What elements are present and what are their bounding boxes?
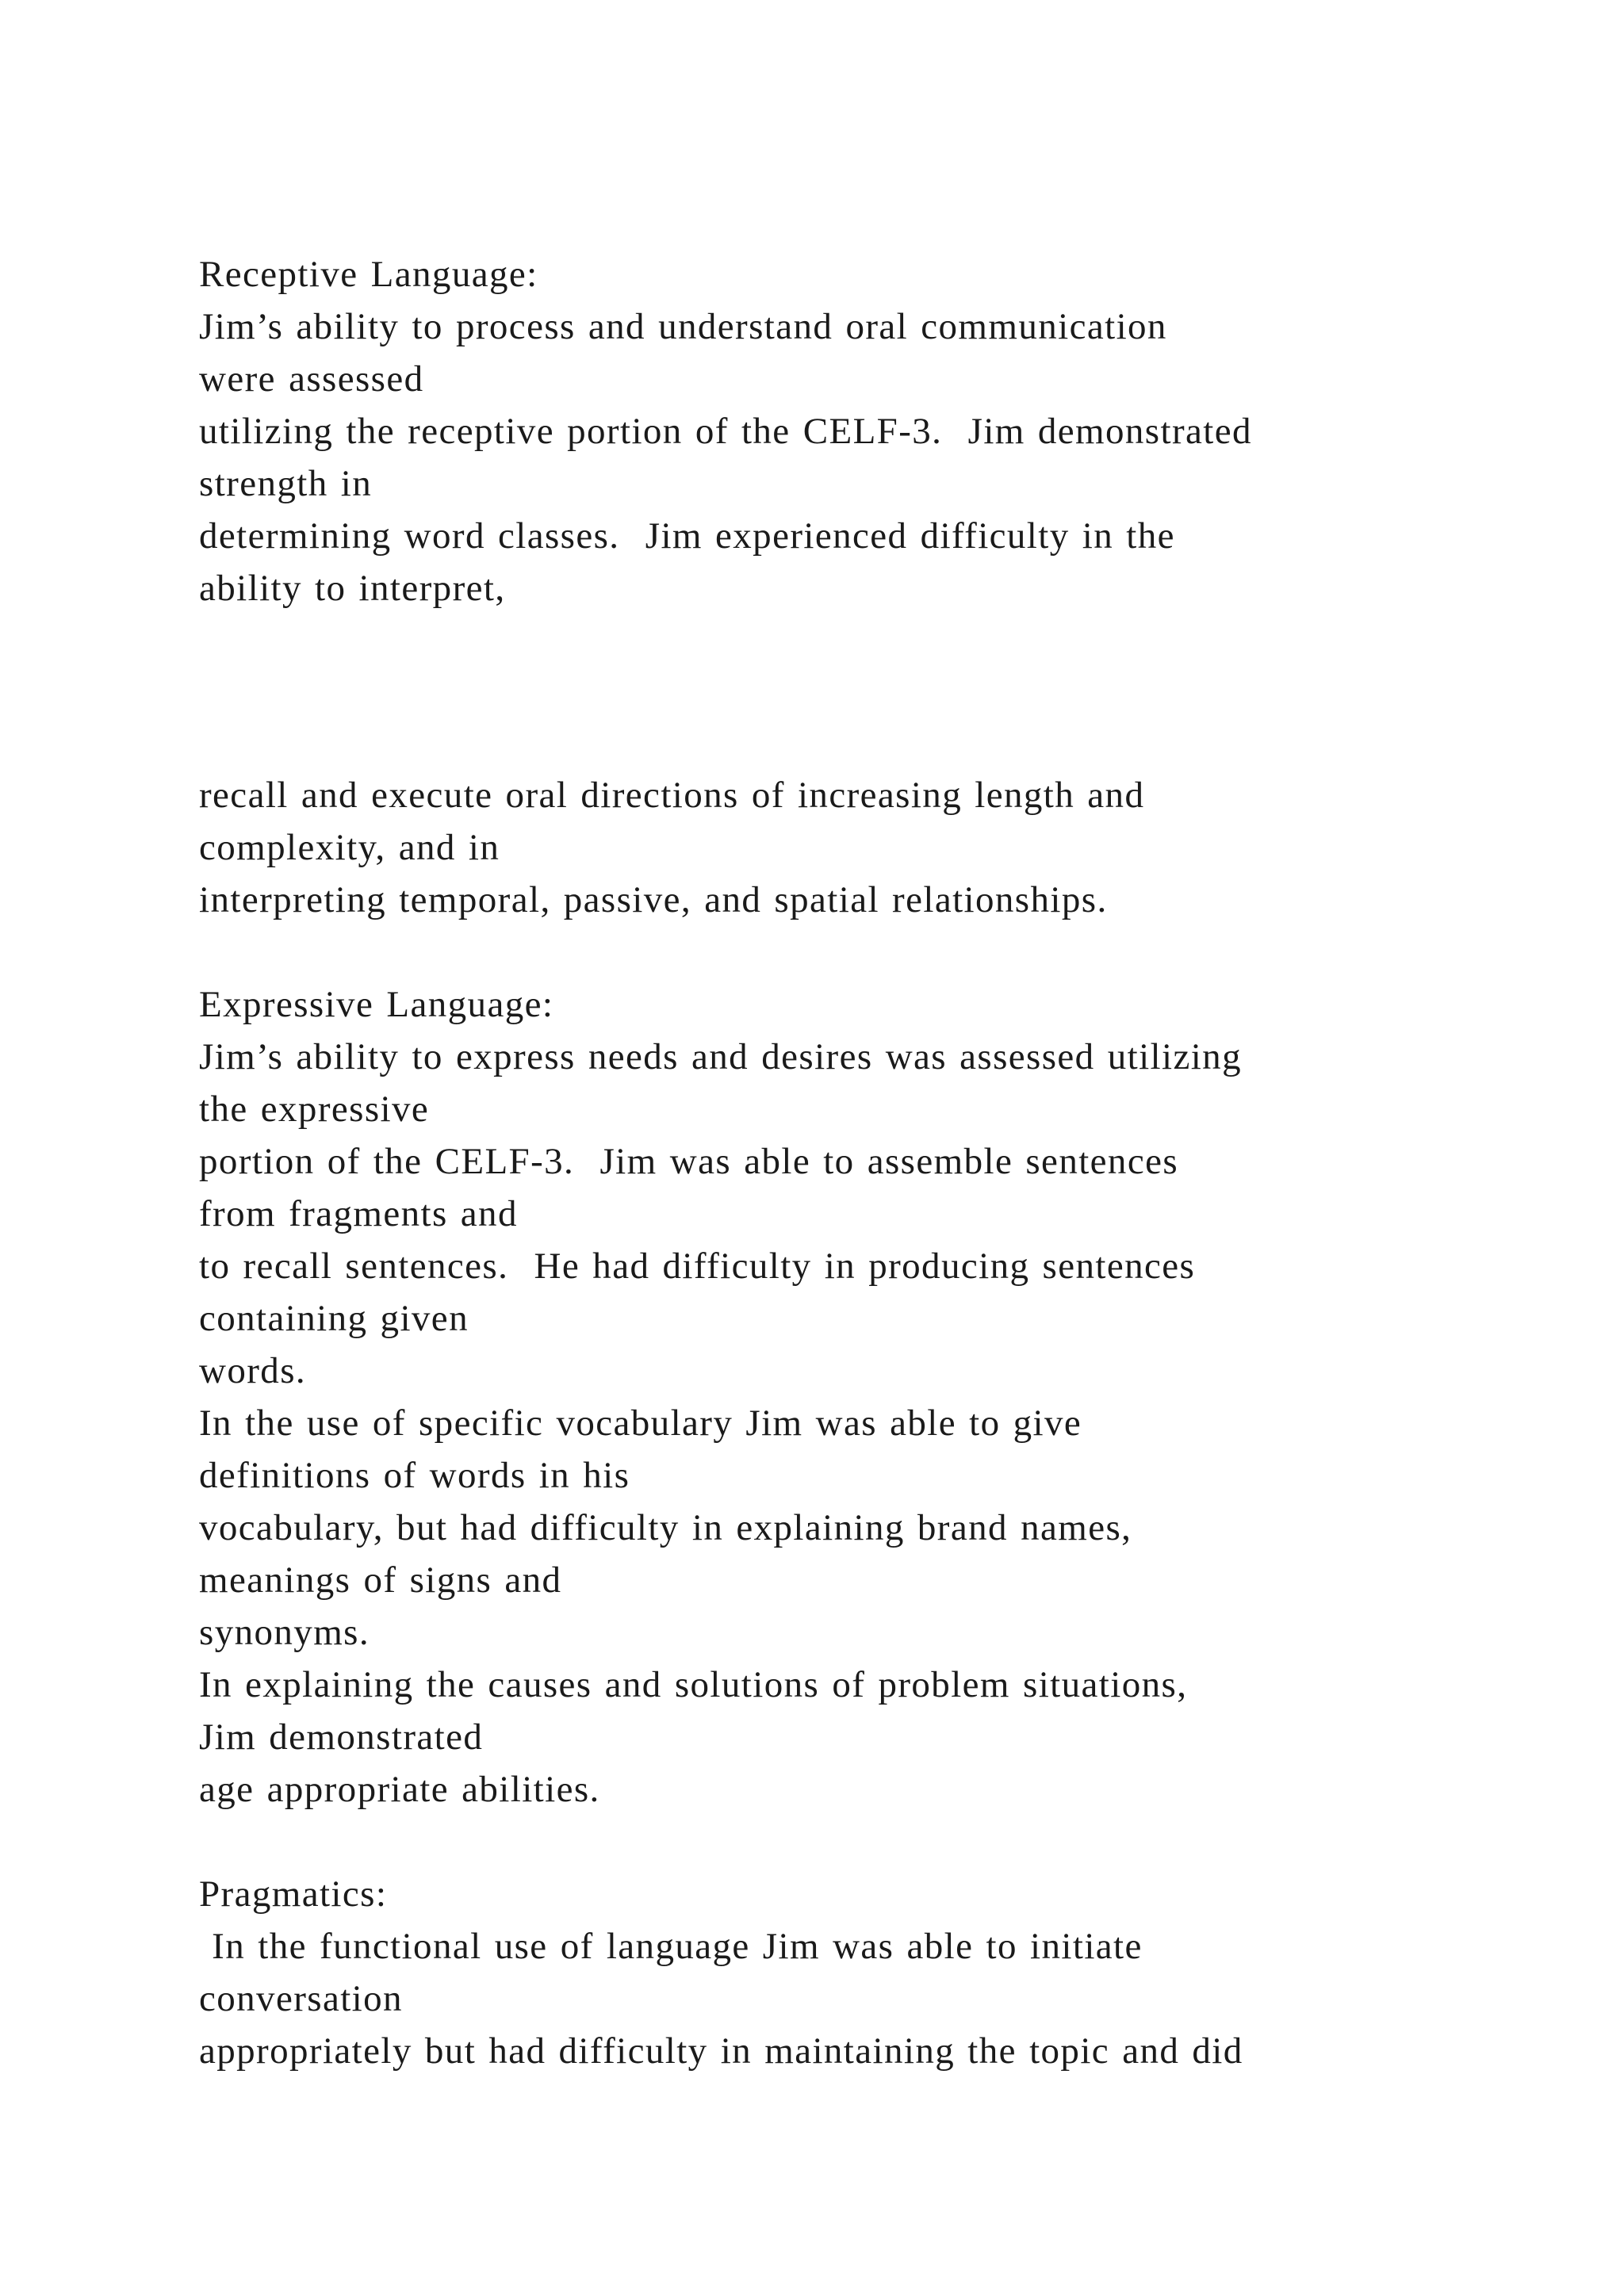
- section-heading-expressive-language: Expressive Language:: [199, 984, 554, 1025]
- text-block-receptive: [199, 248, 1547, 614]
- section-heading-receptive-language: Receptive Language:: [199, 254, 538, 295]
- text-line: containing given: [199, 1298, 469, 1339]
- text-line: from fragments and: [199, 1193, 518, 1234]
- text-line: definitions of words in his: [199, 1455, 630, 1496]
- text-line: the expressive: [199, 1089, 430, 1130]
- text-line: determining word classes. Jim experienced difficulty in the: [199, 515, 1175, 557]
- text-line: synonyms.: [199, 1612, 370, 1653]
- text-line: complexity, and in: [199, 827, 500, 868]
- text-line: Jim’s ability to process and understand oral communication: [199, 306, 1167, 347]
- section-heading-pragmatics: Pragmatics:: [199, 1873, 388, 1915]
- text-line: age appropriate abilities.: [199, 1769, 600, 1810]
- text-line: appropriately but had difficulty in maintaining the topic and did: [199, 2030, 1243, 2072]
- text-line: Jim’s ability to express needs and desires was assessed utilizing: [199, 1036, 1242, 1077]
- text-line: vocabulary, but had difficulty in explaining brand names,: [199, 1507, 1132, 1548]
- text-line: words.: [199, 1350, 307, 1391]
- text-line: Jim demonstrated: [199, 1716, 484, 1758]
- text-line: In the use of specific vocabulary Jim was able to give: [199, 1402, 1082, 1444]
- text-line: conversation: [199, 1978, 403, 2019]
- text-line: In explaining the causes and solutions of problem situations,: [199, 1664, 1188, 1705]
- text-line: to recall sentences. He had difficulty in producing sentences: [199, 1246, 1196, 1287]
- text-line: recall and execute oral directions of increasing length and: [199, 775, 1145, 816]
- blank-line: [199, 1816, 1547, 1868]
- text-line: portion of the CELF-3. Jim was able to assemble sentences: [199, 1141, 1179, 1182]
- text-line: ability to interpret,: [199, 568, 506, 609]
- text-line: meanings of signs and: [199, 1559, 562, 1601]
- text-line: utilizing the receptive portion of the CELF-3. Jim demonstrated: [199, 411, 1252, 452]
- blank-line: [199, 926, 1547, 978]
- text-line: were assessed: [199, 358, 424, 400]
- text-line: interpreting temporal, passive, and spatial relationships.: [199, 879, 1108, 920]
- text-line: strength in: [199, 463, 373, 504]
- text-block-continued: [199, 769, 1547, 2077]
- text-line: In the functional use of language Jim was able to initiate: [199, 1926, 1143, 1967]
